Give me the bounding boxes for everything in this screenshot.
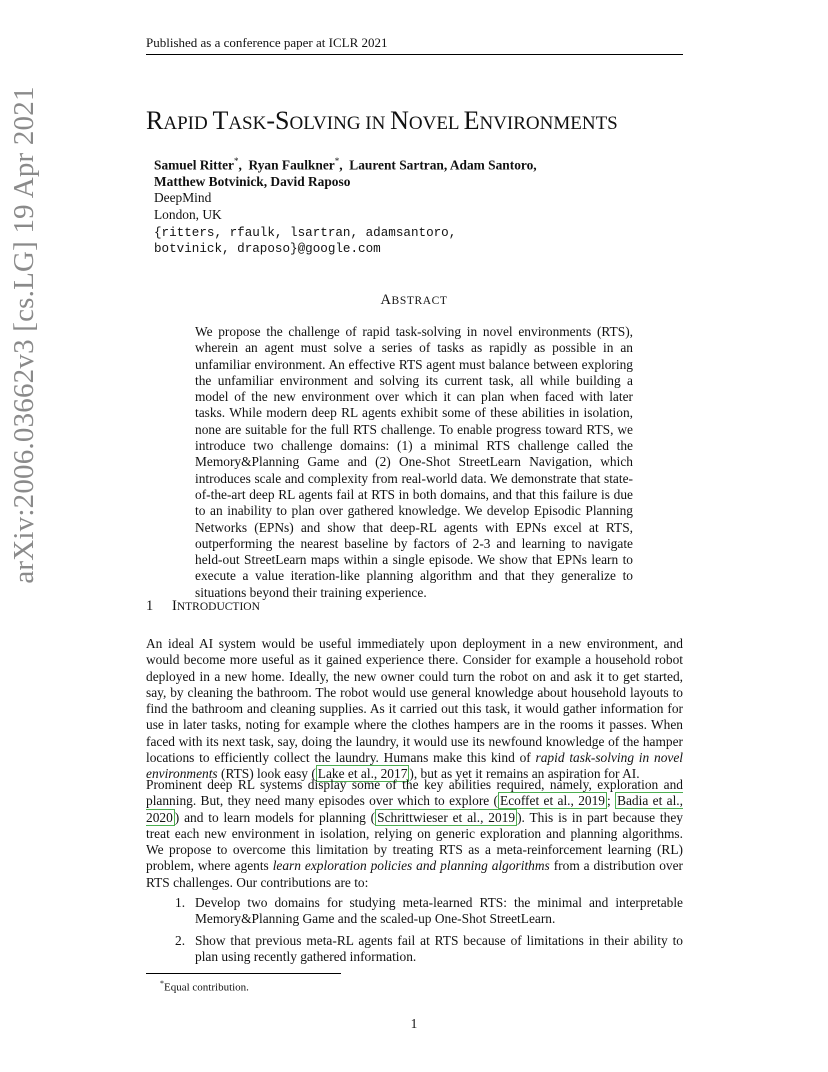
equal-contribution-mark: * xyxy=(233,156,239,166)
arxiv-identifier: arXiv:2006.03662v3 [cs.LG] 19 Apr 2021 xyxy=(8,86,40,584)
intro-paragraph-2: Prominent deep RL systems display some of the key abilities required, namely, exploration and planning. But, they need many episodes over which to explore ( Ecoffet et al., 2019 ; Badia et al., 2020 ) and to learn models for planning ( Schrittwieser et al., 2019 ). This is in part because they treat each new environment in isolation, relying on generic exploration and planning algorithms. We propose to overcome this limitation by treating RTS as a meta-reinforcement learning (RL) problem, where agents learn exploration policies and planning algorithms from a distribution over RTS challenges. Our contributions are to: xyxy=(146,777,684,890)
citation-link[interactable]: Schrittwieser et al., 2019 xyxy=(377,809,516,825)
section-heading-introduction: 1 INTRODUCTION xyxy=(146,598,260,614)
footnote-rule xyxy=(146,973,341,974)
running-header: Published as a conference paper at ICLR 2021 xyxy=(146,34,683,55)
citation-link[interactable]: Ecoffet et al., 2019 xyxy=(500,793,605,809)
intro-paragraph-1: An ideal AI system would be useful immediately upon deployment in a new environment, and would become more useful as it gained experience there. Consider for example a household robot deployed in a new home. Ideally, the new owner could turn the robot on and ask it to get started, say, by cleaning the bathroom. The robot would use general knowledge about household layouts to find the bathroom and cleaning supplies. As it carried out this task, it would gather information for use in later tasks, noting for example where the clothes hampers are in the rooms it passes. When faced with its next task, say, doing the laundry, it would use its newfound knowledge of the hamper locations to efficiently collect the laundry. Humans make this kind of rapid task-solving in novel environments (RTS) look easy ( Lake et al., 2017 ), but as yet it remains an aspiration for AI. xyxy=(146,636,684,782)
list-number: 1. xyxy=(175,895,186,910)
author-name: Samuel Ritter xyxy=(154,157,234,173)
section-number: 1 xyxy=(146,598,154,614)
contribution-list-item xyxy=(175,895,683,928)
affiliation-location: London, UK xyxy=(154,207,222,222)
list-item-text: Develop two domains for studying meta-learned RTS: the minimal and interpretable Memory&Planning Game and the scaled-up One-Shot StreetLearn. xyxy=(195,895,683,927)
author-list: Samuel Ritter*, Ryan Faulkner*, Laurent Sartran, Adam Santoro, Matthew Botvinick, David Raposo xyxy=(154,156,537,190)
footnote: *Equal contribution. xyxy=(160,979,249,994)
citation-link[interactable]: Badia et al., 2020 xyxy=(146,793,683,825)
equal-contribution-mark: * xyxy=(334,156,340,166)
author-name: Ryan Faulkner xyxy=(248,157,335,173)
abstract-body: We propose the challenge of rapid task-solving in novel environments (RTS), wherein an agent must solve a series of tasks as rapidly as possible in an unfamiliar environment. An effective RTS agent must balance between exploring the unfamiliar environment and solving its current task, all while building a model of the new environment over which it can plan when faced with later tasks. While modern deep RL agents exhibit some of these abilities in isolation, none are suitable for the full RTS challenge. To enable progress toward RTS, we introduce two challenge domains: (1) a minimal RTS challenge called the Memory&Planning Game and (2) One-Shot StreetLearn Navigation, which introduces scale and complexity from real-world data. We demonstrate that state-of-the-art deep RL agents fail at RTS in both domains, and that this failure is due to an inability to plan over gathered knowledge. We develop Episodic Planning Networks (EPNs) and show that deep-RL agents with EPNs excel at RTS, outperforming the nearest baseline by factors of 2-3 and learning to navigate held-out StreetLearn maps within a single episode. We show that EPNs learn to execute a value iteration-like planning algorithm and that they generalize to situations beyond their training experience. xyxy=(195,324,633,600)
list-number: 2. xyxy=(175,933,186,948)
author-name: Laurent Sartran, Adam Santoro, xyxy=(349,157,537,173)
paper-title: RAPID TASK-SOLVING IN NOVEL ENVIRONMENTS xyxy=(146,106,618,135)
author-emails: {ritters, rfaulk, lsartran, adamsantoro, botvinick, draposo}@google.com xyxy=(154,226,457,256)
citation-link[interactable]: Lake et al., 2017 xyxy=(317,766,408,782)
affiliation xyxy=(154,189,222,223)
author-name: Matthew Botvinick, David Raposo xyxy=(154,174,351,190)
list-item-text: Show that previous meta-RL agents fail at RTS because of limitations in their ability to plan using recently gathered information. xyxy=(195,933,683,965)
contribution-list-item xyxy=(175,933,683,966)
page-number: 1 xyxy=(410,1016,418,1031)
abstract-heading: ABSTRACT xyxy=(380,292,448,308)
affiliation-org: DeepMind xyxy=(154,190,212,205)
